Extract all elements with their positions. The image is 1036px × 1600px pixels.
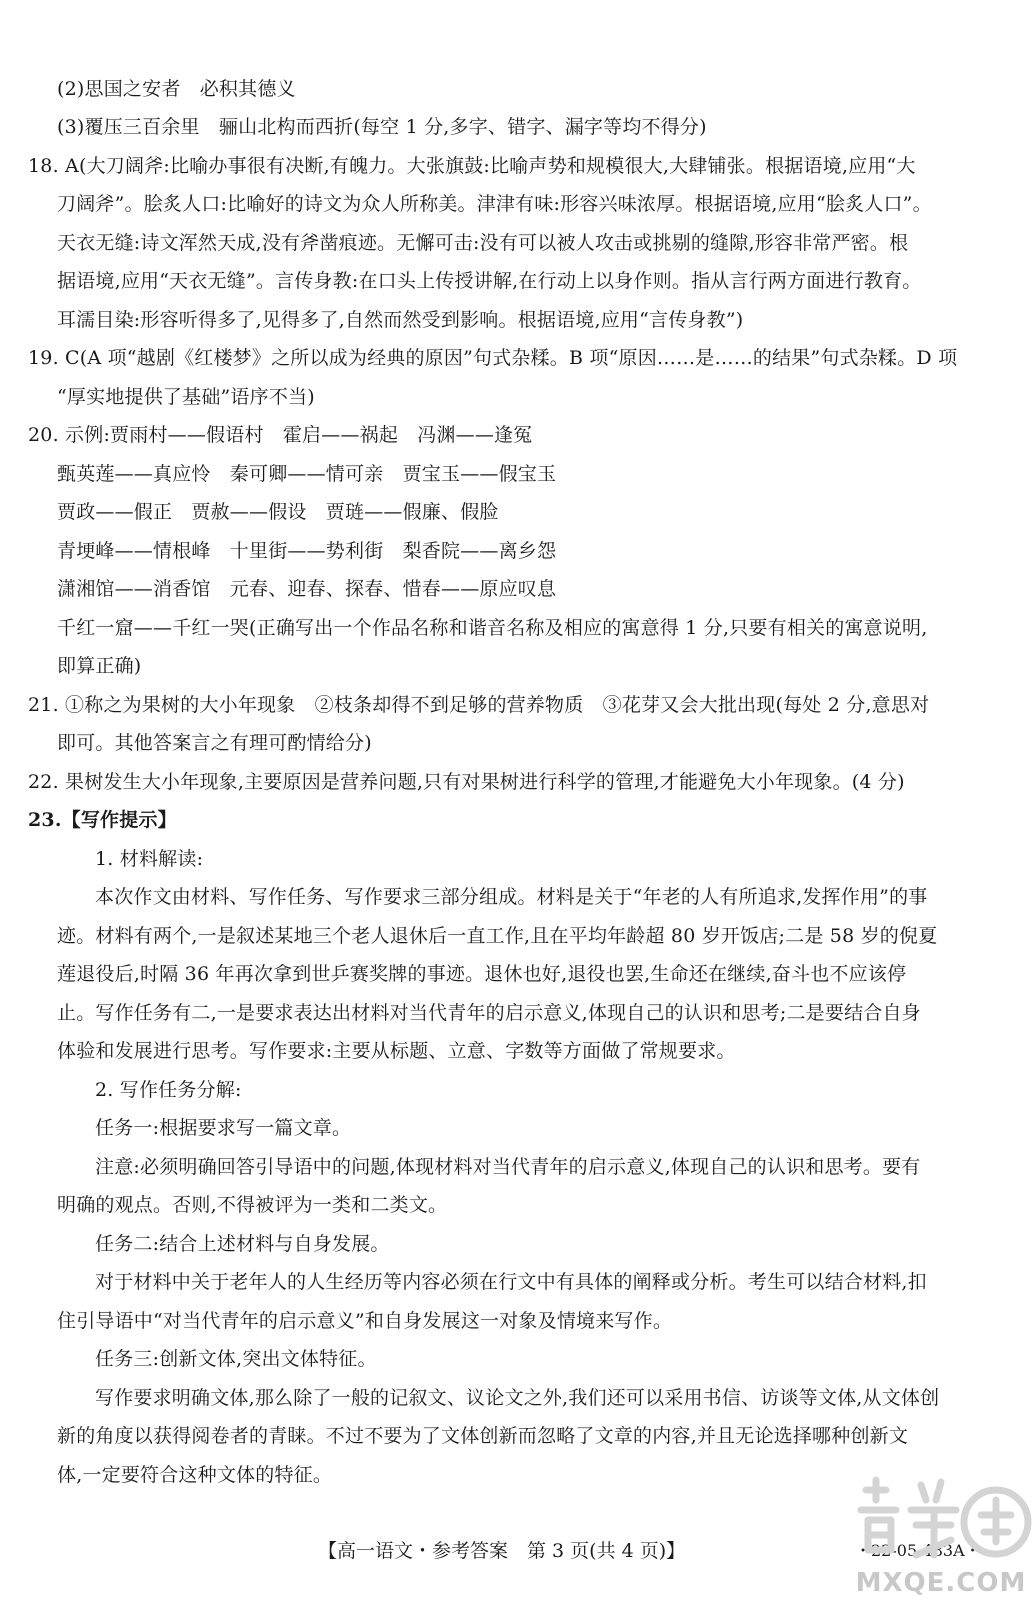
footer-doc-code: ・22-05-483A・	[855, 1541, 981, 1560]
text-line: 20. 示例:贾雨村——假语村 霍启——祸起 冯渊——逢冤	[28, 424, 533, 446]
watermark-text: MXQE.COM	[855, 1568, 1027, 1598]
text-line: 新的角度以获得阅卷者的青睐。不过不要为了文体创新而忽略了文章的内容,并且无论选择哪种创新文	[57, 1425, 909, 1447]
text-line: 21. ①称之为果树的大小年现象 ②枝条却得不到足够的营养物质 ③花芽又会大批出现(每处 2 分,意思对	[28, 694, 930, 716]
text-line: 即算正确)	[57, 655, 142, 677]
text-line: 住引导语中“对当代青年的启示意义”和自身发展这一对象及情境来写作。	[57, 1310, 673, 1332]
text-line: 1. 材料解读:	[95, 848, 204, 870]
text-line: “厚实地提供了基础”语序不当)	[57, 386, 315, 408]
text-line: 千红一窟——千红一哭(正确写出一个作品名称和谐音名称及相应的寓意得 1 分,只要有相关的寓意说明,	[57, 617, 928, 639]
text-line: 对于材料中关于老年人的人生经历等内容必须在行文中有具体的阐释或分析。考生可以结合材料,扣	[95, 1271, 927, 1293]
text-line: 止。写作任务有二,一是要求表达出材料对当代青年的启示意义,体现自己的认识和思考;二是要结合自身	[57, 1002, 921, 1024]
footer-page-info: 【高一语文・参考答案 第 3 页(共 4 页)】	[318, 1540, 686, 1562]
text-line: 18. A(大刀阔斧:比喻办事很有决断,有魄力。大张旗鼓:比喻声势和规模很大,大肆铺张。根据语境,应用“大	[28, 155, 916, 177]
text-line: 据语境,应用“天衣无缝”。言传身教:在口头上传授讲解,在行动上以身作则。指从言行两方面进行教育。	[57, 270, 922, 292]
text-line: 任务三:创新文体,突出文体特征。	[95, 1348, 377, 1370]
text-line: 潇湘馆——消香馆 元春、迎春、探春、惜春——原应叹息	[57, 578, 557, 600]
text-line: (2)思国之安者 必积其德义	[57, 78, 296, 100]
text-line: 天衣无缝:诗文浑然天成,没有斧凿痕迹。无懈可击:没有可以被人攻击或挑剔的缝隙,形容非常严密。根	[57, 232, 909, 254]
text-line: 19. C(A 项“越剧《红楼梦》之所以成为经典的原因”句式杂糅。B 项“原因……是……的结果”句式杂糅。D 项	[28, 347, 958, 369]
text-line: 体验和发展进行思考。写作要求:主要从标题、立意、字数等方面做了常规要求。	[57, 1040, 736, 1062]
text-line: 注意:必须明确回答引导语中的问题,体现材料对当代青年的启示意义,体现自己的认识和思考。要有	[95, 1156, 921, 1178]
text-line: 任务二:结合上述材料与自身发展。	[95, 1233, 390, 1255]
text-line: 2. 写作任务分解:	[95, 1079, 242, 1101]
text-line: 甄英莲——真应怜 秦可卿——情可亲 贾宝玉——假宝玉	[57, 463, 557, 485]
text-line: 青埂峰——情根峰 十里街——势利街 梨香院——离乡怨	[57, 540, 557, 562]
text-line: (3)覆压三百余里 骊山北构而西折(每空 1 分,多字、错字、漏字等均不得分)	[57, 116, 707, 138]
watermark-logo	[846, 1470, 1036, 1600]
watermark-icon	[846, 1470, 1036, 1570]
text-line: 任务一:根据要求写一篇文章。	[95, 1117, 352, 1139]
text-line: 本次作文由材料、写作任务、写作要求三部分组成。材料是关于“年老的人有所追求,发挥作用”的事	[95, 886, 928, 908]
text-line: 刀阔斧”。脍炙人口:比喻好的诗文为众人所称美。津津有味:形容兴味浓厚。根据语境,应用“脍炙人口”。	[57, 193, 932, 215]
text-line: 写作要求明确文体,那么除了一般的记叙文、议论文之外,我们还可以采用书信、访谈等文体,从文体创	[95, 1387, 940, 1409]
text-line: 23.【写作提示】	[28, 809, 177, 831]
text-line: 即可。其他答案言之有理可酌情给分)	[57, 732, 372, 754]
text-line: 耳濡目染:形容听得多了,见得多了,自然而然受到影响。根据语境,应用“言传身教”)	[57, 309, 744, 331]
text-line: 明确的观点。否则,不得被评为一类和二类文。	[57, 1194, 448, 1216]
text-line: 体,一定要符合这种文体的特征。	[57, 1464, 333, 1486]
text-line: 莲退役后,时隔 36 年再次拿到世乒赛奖牌的事迹。退休也好,退役也罢,生命还在继续,奋斗也不应该停	[57, 963, 907, 985]
text-line: 迹。材料有两个,一是叙述某地三个老人退休后一直工作,且在平均年龄超 80 岁开饭店;二是 58 岁的倪夏	[57, 925, 938, 947]
text-line: 22. 果树发生大小年现象,主要原因是营养问题,只有对果树进行科学的管理,才能避免大小年现象。(4 分)	[28, 771, 905, 793]
text-line: 贾政——假正 贾赦——假设 贾琏——假廉、假脸	[57, 501, 499, 523]
